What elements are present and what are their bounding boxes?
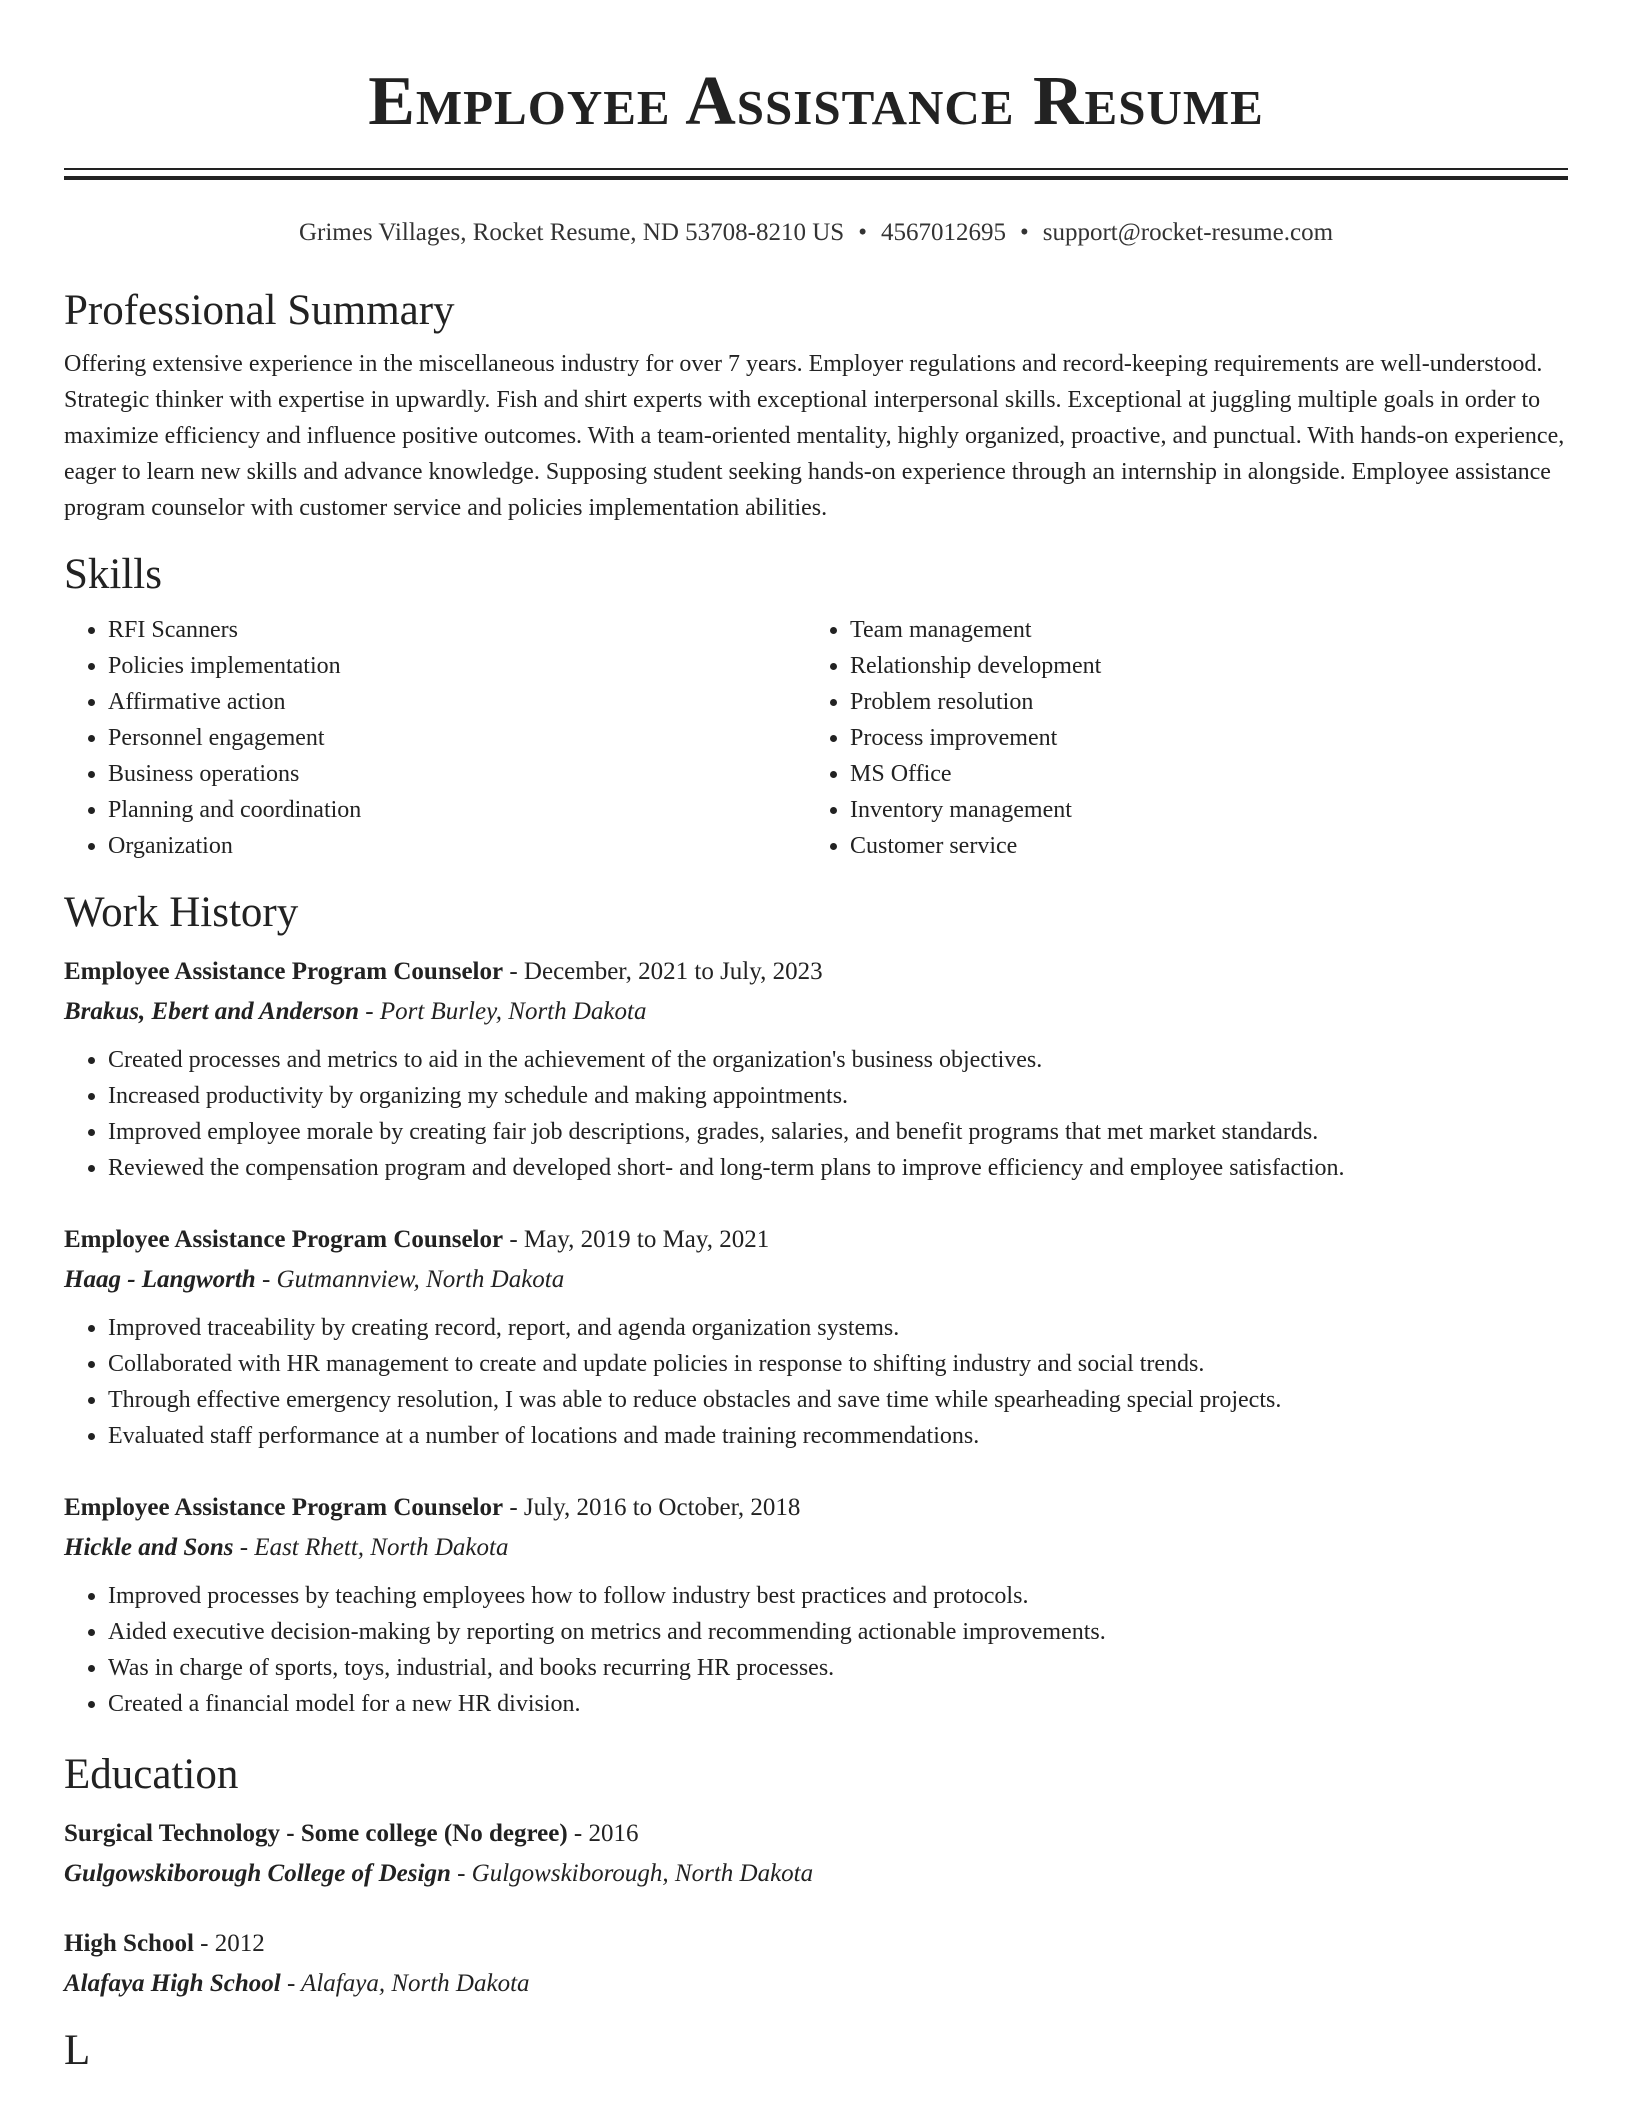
education-entry — [64, 1924, 1568, 2004]
skill-item: • Organization — [108, 828, 806, 864]
contact-address: Grimes Villages, Rocket Resume, ND 53708-8210 US — [298, 219, 845, 246]
job-dates: - July, 2016 to October, 2018 — [503, 1494, 801, 1521]
job-title: Employee Assistance Program Counselor — [64, 1226, 504, 1253]
skill-item: • Business operations — [108, 756, 806, 792]
education-school: Alafaya High School — [64, 1970, 281, 1997]
summary-heading: Professional Summary — [64, 287, 455, 334]
skills-list — [64, 612, 1568, 864]
job-company-line — [64, 1260, 1568, 1300]
skill-item: • Affirmative action — [108, 684, 806, 720]
skills-column-left — [64, 612, 806, 864]
education-degree: High School — [64, 1930, 194, 1957]
skill-item: • RFI Scanners — [108, 612, 806, 648]
education-entry — [64, 1814, 1568, 1894]
skill-item: • MS Office — [850, 756, 1548, 792]
job-bullet: • Created a financial model for a new HR division. — [108, 1686, 1568, 1722]
education-year: - 2016 — [567, 1820, 639, 1847]
education-year: - 2012 — [193, 1930, 265, 1957]
job-company: Brakus, Ebert and Anderson — [64, 998, 359, 1025]
job-location: - Port Burley, North Dakota — [359, 998, 647, 1025]
education-location: - Alafaya, North Dakota — [280, 1970, 530, 1997]
job-bullet: • Improved employee morale by creating fair job descriptions, grades, salaries, and benefit programs that met market standards. — [108, 1114, 1568, 1150]
job-bullet: • Aided executive decision-making by reporting on metrics and recommending actionable improvements. — [108, 1614, 1568, 1650]
job-company-line — [64, 1528, 1568, 1568]
title-divider-thin — [64, 168, 1568, 170]
job-entry — [64, 1220, 1568, 1454]
job-bullet: • Through effective emergency resolution, I was able to reduce obstacles and save time while spearheading special projects. — [108, 1382, 1568, 1418]
education-location: - Gulgowskiborough, North Dakota — [450, 1860, 814, 1887]
job-bullet: • Improved traceability by creating record, report, and agenda organization systems. — [108, 1310, 1568, 1346]
job-bullet: • Was in charge of sports, toys, industrial, and books recurring HR processes. — [108, 1650, 1568, 1686]
job-bullets — [64, 1578, 1568, 1722]
job-company-line — [64, 992, 1568, 1032]
education-school-line — [64, 1964, 1568, 2004]
job-bullets — [64, 1042, 1568, 1186]
education-degree-line — [64, 1814, 1568, 1854]
skill-item: • Planning and coordination — [108, 792, 806, 828]
job-title-line — [64, 1220, 1568, 1260]
job-bullet: • Collaborated with HR management to create and update policies in response to shifting industry and social trends. — [108, 1346, 1568, 1382]
skills-column-right — [806, 612, 1548, 864]
job-bullet: • Increased productivity by organizing my schedule and making appointments. — [108, 1078, 1568, 1114]
skill-item: • Policies implementation — [108, 648, 806, 684]
job-location: - East Rhett, North Dakota — [233, 1534, 509, 1561]
job-bullet: • Created processes and metrics to aid in the achievement of the organization's business objectives. — [108, 1042, 1568, 1078]
skills-heading: Skills — [64, 551, 162, 598]
skill-item: • Customer service — [850, 828, 1548, 864]
job-title-line — [64, 1488, 1568, 1528]
contact-line — [64, 218, 1568, 248]
skill-item: • Problem resolution — [850, 684, 1548, 720]
summary-text: Offering extensive experience in the miscellaneous industry for over 7 years. Employer regulations and record-keeping requirements are well-understood. Strategic thinker with expertise in upwardly. Fish and shirt experts with exceptional interpersonal skills. Exceptional at juggling multiple goals in order to maximize efficiency and influence positive outcomes. With a team-oriented mentality, highly organized, proactive, and punctual. With hands-on experience, eager to learn new skills and advance knowledge. Supposing student seeking hands-on experience through an internship in alongside. Employee assistance program counselor with customer service and policies implementation abilities. — [64, 351, 1565, 521]
resume-title: Employee Assistance Resume — [368, 63, 1264, 140]
education-heading: Education — [64, 1751, 239, 1798]
contact-phone: 4567012695 — [880, 219, 1006, 246]
job-title: Employee Assistance Program Counselor — [64, 958, 504, 985]
job-title-line — [64, 952, 1568, 992]
job-dates: - May, 2019 to May, 2021 — [503, 1226, 770, 1253]
next-section-heading: L — [64, 2027, 91, 2074]
job-bullet: • Improved processes by teaching employees how to follow industry best practices and protocols. — [108, 1578, 1568, 1614]
skill-item: • Process improvement — [850, 720, 1548, 756]
education-school-line — [64, 1854, 1568, 1894]
job-company: Hickle and Sons — [64, 1534, 234, 1561]
job-title: Employee Assistance Program Counselor — [64, 1494, 504, 1521]
job-dates: - December, 2021 to July, 2023 — [503, 958, 823, 985]
skill-item: • Relationship development — [850, 648, 1548, 684]
job-bullet: • Evaluated staff performance at a number of locations and made training recommendations. — [108, 1418, 1568, 1454]
contact-separator: • — [858, 219, 867, 246]
skill-item: • Personnel engagement — [108, 720, 806, 756]
skill-item: • Inventory management — [850, 792, 1548, 828]
job-bullet: • Reviewed the compensation program and developed short- and long-term plans to improve efficiency and employee satisfaction. — [108, 1150, 1568, 1186]
job-location: - Gutmannview, North Dakota — [255, 1266, 565, 1293]
resume-page — [64, 0, 1568, 2076]
job-entry — [64, 1488, 1568, 1722]
education-school: Gulgowskiborough College of Design — [64, 1860, 451, 1887]
contact-separator: • — [1019, 219, 1029, 246]
education-degree-line — [64, 1924, 1568, 1964]
contact-email: support@rocket-resume.com — [1042, 219, 1334, 246]
education-degree: Surgical Technology - Some college (No degree) — [64, 1820, 568, 1847]
work-history-heading: Work History — [64, 889, 299, 936]
job-bullets — [64, 1310, 1568, 1454]
skill-item: • Team management — [850, 612, 1548, 648]
title-divider-thick — [64, 176, 1568, 180]
job-company: Haag - Langworth — [64, 1266, 256, 1293]
job-entry — [64, 952, 1568, 1186]
